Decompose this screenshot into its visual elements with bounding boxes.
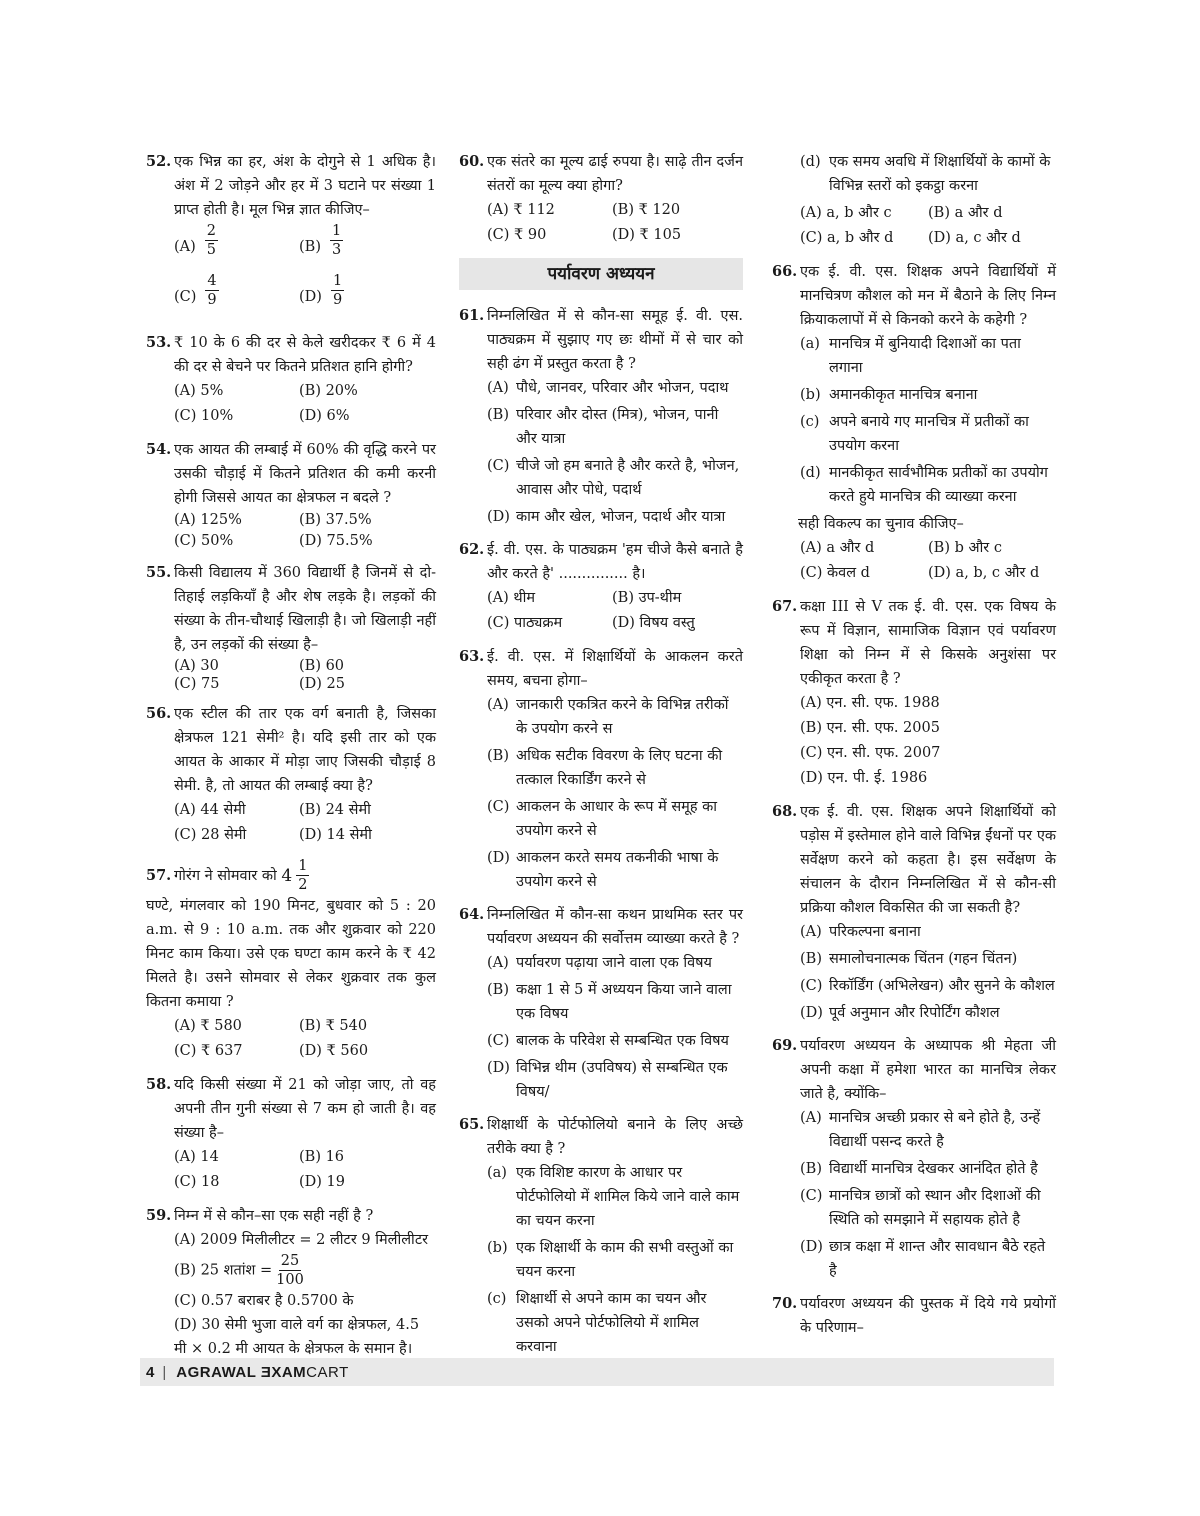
option-b: (B) 37.5% xyxy=(299,512,372,528)
option-label: (c) xyxy=(487,1291,507,1307)
option-d: (D) a, b, c और d xyxy=(928,565,1040,581)
question-text: एक भिन्न का हर, अंश के दोगुने से 1 अधिक है। अंश में 2 जोड़ने और हर में 3 घटाने पर संख्या 1 प्राप्त होती है। मूल भिन्न ज्ञात कीजिए– xyxy=(174,154,436,218)
option-d xyxy=(800,1235,1056,1283)
option-text: रिकॉर्डिंग (अभिलेखन) और सुनने के कौशल xyxy=(829,978,1055,994)
option-text: आकलन करते समय तकनीकी भाषा के उपयोग करने से xyxy=(516,850,719,890)
option-label: (c) xyxy=(800,414,820,430)
option-a: (A) 44 सेमी xyxy=(174,802,246,818)
option-text: पर्यावरण पढ़ाया जाने वाला एक विषय xyxy=(516,955,712,971)
question-text: निम्नलिखित में से कौन-सा समूह ई. वी. एस. पाठ्यक्रम में सुझाए गए छः थीमों में से चार को सही ढंग में प्रस्तुत करता है ? xyxy=(487,308,743,372)
option-text: छात्र कक्षा में शान्त और सावधान बैठे रहते है xyxy=(829,1239,1046,1279)
option-label: (D) xyxy=(487,850,510,866)
option-text: एक विशिष्ट कारण के आधार पर पोर्टफोलियो में शामिल किये जाने वाले काम का चयन करना xyxy=(516,1165,740,1229)
option-d: (D) 30 सेमी भुजा वाले वर्ग का क्षेत्रफल, 4.5 मी × 0.2 मी आयत के क्षेत्रफल के समान है। xyxy=(174,1317,420,1357)
numerator: 1 xyxy=(331,223,342,239)
question-text: घण्टे, मंगलवार को 190 मिनट, बुधवार को 5 : 20 a.m. से 9 : 10 a.m. तक और शुक्रवार को 220 मिनट काम किया। उसे एक घण्टा काम करने के ₹ 42 मिलते है। उसने सोमवार से लेकर शुक्रवार तक कुल कितना कमाया ? xyxy=(146,898,436,1010)
options xyxy=(146,657,436,693)
column-3 xyxy=(772,150,1056,1349)
option-label: (D) xyxy=(487,1060,510,1076)
option-b xyxy=(487,978,743,1026)
option-text: पूर्व अनुमान और रिपोर्टिंग कौशल xyxy=(829,1005,1000,1021)
option-text: एक शिक्षार्थी के काम की सभी वस्तुओं का चयन करना xyxy=(516,1240,734,1280)
options xyxy=(146,510,436,552)
question-number: 65. xyxy=(459,1116,485,1133)
numerator: 2 xyxy=(206,223,217,239)
option-c xyxy=(174,272,299,322)
option-text: अमानकीकृत मानचित्र बनाना xyxy=(829,387,978,403)
page-number: 4 xyxy=(146,1363,155,1381)
option-b: (B) b और c xyxy=(928,540,1002,556)
option-d xyxy=(487,1056,743,1104)
question-text: किसी विद्यालय में 360 विद्यार्थी है जिनमें से दो-तिहाई लड़कियाँ है और शेष लड़के है। लड़कों की संख्या के तीन-चौथाई खिलाड़ी है। जो खिलाड़ी नहीं है, उन लड़कों की संख्या है– xyxy=(174,565,436,653)
option-text: मानचित्र अच्छी प्रकार से बने होते है, उन्हें विद्यार्थी पसन्द करते है xyxy=(829,1110,1041,1150)
options xyxy=(146,1145,436,1195)
option-a: (A) 5% xyxy=(174,383,224,399)
option-b xyxy=(487,744,743,792)
option-text: शिक्षार्थी से अपने काम का चयन और उसको अपने पोर्टफोलियो में शामिल करवाना xyxy=(516,1291,707,1355)
option-d: (D) 14 सेमी xyxy=(299,827,372,843)
denominator: 5 xyxy=(206,242,217,258)
question-text: ₹ 10 के 6 की दर से केले खरीदकर ₹ 6 में 4 की दर से बेचने पर कितने प्रतिशत हानि होगी? xyxy=(174,335,436,375)
option-a: (A) a, b और c xyxy=(800,205,892,221)
fraction xyxy=(276,1252,304,1289)
option-text: विभिन्न थीम (उपविषय) से सम्बन्धित एक विषय/ xyxy=(516,1060,728,1100)
question-text: एक संतरे का मूल्य ढाई रुपया है। साढ़े तीन दर्जन संतरों का मूल्य क्या होगा? xyxy=(487,154,743,194)
question-54 xyxy=(146,438,436,552)
option-b xyxy=(174,1252,436,1289)
question-number: 69. xyxy=(772,1037,798,1054)
numerator: 1 xyxy=(298,858,308,874)
question-number: 53. xyxy=(146,334,172,351)
option-label: (B) xyxy=(800,1161,822,1177)
question-57 xyxy=(146,857,436,1064)
option-a xyxy=(487,693,743,741)
option-label: (B) xyxy=(299,239,321,255)
option-text: समालोचनात्मक चिंतन (गहन चिंतन) xyxy=(829,951,1018,967)
options xyxy=(146,222,436,322)
option-c xyxy=(487,454,743,502)
option-a: (A) थीम xyxy=(487,590,536,606)
question-number: 64. xyxy=(459,906,485,923)
option-text: मानकीकृत सार्वभौमिक प्रतीकों का उपयोग करते हुये मानचित्र की व्याख्या करना xyxy=(829,465,1048,505)
question-58 xyxy=(146,1073,436,1195)
question-text: एक ई. वी. एस. शिक्षक अपने शिक्षार्थियों को पड़ोस में इस्तेमाल होने वाले विभिन्न ईंधनों पर एक सर्वेक्षण करने को कहता है। इस सर्वेक्षण के संचालन के दौरान निम्नलिखित में से कौन-सी प्रक्रिया कौशल विकसित की जा सकती है? xyxy=(800,804,1056,916)
question-64 xyxy=(459,903,743,1104)
denominator: 9 xyxy=(207,292,217,308)
option-label: (D) xyxy=(299,289,322,305)
option-label: (B) xyxy=(487,748,509,764)
option-b: (B) a और d xyxy=(928,205,1003,221)
option-label: (C) xyxy=(174,289,197,305)
options xyxy=(772,1106,1056,1283)
option-c xyxy=(487,795,743,843)
statement-b xyxy=(487,1236,743,1284)
question-text: शिक्षार्थी के पोर्टफोलियो बनाने के लिए अच्छे तरीके क्या है ? xyxy=(487,1117,743,1157)
instruction: सही विकल्प का चुनाव कीजिए– xyxy=(798,516,964,532)
denominator: 100 xyxy=(276,1272,304,1288)
options xyxy=(146,798,436,848)
question-70 xyxy=(772,1292,1056,1340)
option-b: (B) 60 xyxy=(299,658,345,674)
option-a xyxy=(487,951,743,975)
option-a xyxy=(174,222,299,272)
option-label: (A) xyxy=(800,924,822,940)
option-b: (B) ₹ 120 xyxy=(612,202,681,218)
options xyxy=(772,201,1056,251)
option-d: (D) 19 xyxy=(299,1174,345,1190)
footer-divider: | xyxy=(162,1363,167,1381)
question-text: निम्न में से कौन–सा एक सही नहीं है ? xyxy=(174,1208,374,1224)
option-label: (B) xyxy=(487,407,509,423)
option-c xyxy=(800,974,1056,998)
fraction xyxy=(296,857,309,894)
option-a: (A) एन. सी. एफ. 1988 xyxy=(800,695,940,711)
option-b xyxy=(487,403,743,451)
question-number: 55. xyxy=(146,564,172,581)
option-d: (D) 25 xyxy=(299,676,345,692)
option-c xyxy=(487,1029,743,1053)
option-a: (A) a और d xyxy=(800,540,875,556)
brand-logo xyxy=(176,1364,348,1381)
option-text: एक समय अवधि में शिक्षार्थियों के कामों के विभिन्न स्तरों को इकट्ठा करना xyxy=(829,154,1051,194)
statements xyxy=(772,332,1056,536)
question-number: 61. xyxy=(459,307,485,324)
option-d: (D) ₹ 560 xyxy=(299,1043,369,1059)
question-number: 52. xyxy=(146,153,172,170)
question-text: कक्षा III से V तक ई. वी. एस. एक विषय के रूप में विज्ञान, सामाजिक विज्ञान एवं पर्यावरण शिक्षा को निम्न में से किसके अनुशंसा पर एकीकृत करता है ? xyxy=(800,599,1056,687)
option-label: (d) xyxy=(800,154,821,170)
option-a: (A) 2009 मिलीलीटर = 2 लीटर 9 मिलीलीटर xyxy=(174,1232,429,1248)
option-c: (C) ₹ 637 xyxy=(174,1043,243,1059)
question-66 xyxy=(772,260,1056,586)
option-label: (D) xyxy=(800,1005,823,1021)
option-c: (C) केवल d xyxy=(800,565,870,581)
question-67 xyxy=(772,595,1056,791)
options xyxy=(459,376,743,529)
question-53 xyxy=(146,331,436,429)
question-number: 66. xyxy=(772,263,798,280)
option-b xyxy=(800,947,1056,971)
question-text: ई. वी. एस. के पाठ्यक्रम 'हम चीजे कैसे बनाते है और करते है' ............... है। xyxy=(487,542,743,582)
brand-name: AGRAWAL xyxy=(176,1363,261,1381)
option-a: (A) ₹ 112 xyxy=(487,202,555,218)
statement-c xyxy=(800,410,1056,458)
question-63 xyxy=(459,645,743,894)
option-a: (A) 125% xyxy=(174,512,242,528)
numerator: 25 xyxy=(280,1253,300,1269)
question-62 xyxy=(459,538,743,636)
options xyxy=(146,1228,436,1361)
option-label: (A) xyxy=(487,955,509,971)
option-text: विद्यार्थी मानचित्र देखकर आनंदित होते है xyxy=(829,1161,1038,1177)
page-footer xyxy=(140,1358,1054,1386)
statement-a xyxy=(487,1161,743,1233)
question-text: एक स्टील की तार एक वर्ग बनाती है, जिसका क्षेत्रफल 121 सेमी² है। यदि इसी तार को एक आयत के आकार में मोड़ा जाए जिसकी चौड़ाई 8 सेमी. है, तो आयत की लम्बाई क्या है? xyxy=(174,706,436,794)
option-text: परिवार और दोस्त (मित्र), भोजन, पानी और यात्रा xyxy=(516,407,719,447)
option-b xyxy=(800,1157,1056,1181)
option-a xyxy=(800,1106,1056,1154)
option-text: अपने बनाये गए मानचित्र में प्रतीकों का उपयोग करना xyxy=(829,414,1029,454)
option-c: (C) पाठ्यक्रम xyxy=(487,615,563,631)
question-61 xyxy=(459,304,743,529)
question-65 xyxy=(459,1113,743,1359)
fraction xyxy=(205,272,218,322)
option-text: जानकारी एकत्रित करने के विभिन्न तरीकों के उपयोग करने स xyxy=(516,697,729,737)
question-number: 63. xyxy=(459,648,485,665)
question-text: पर्यावरण अध्ययन के अध्यापक श्री मेहता जी अपनी कक्षा में हमेशा भारत का मानचित्र लेकर जाते है, क्योंकि– xyxy=(800,1038,1056,1102)
options xyxy=(772,691,1056,791)
question-number: 67. xyxy=(772,598,798,615)
option-d xyxy=(800,1001,1056,1025)
option-a: (A) 30 xyxy=(174,658,219,674)
option-a xyxy=(487,376,743,400)
option-label: (b) xyxy=(487,1240,508,1256)
option-text: मानचित्र में बुनियादी दिशाओं का पता लगाना xyxy=(829,336,1021,376)
option-b: (B) 16 xyxy=(299,1149,345,1165)
question-text: पर्यावरण अध्ययन की पुस्तक में दिये गये प्रयोगों के परिणाम– xyxy=(800,1296,1056,1336)
option-b: (B) 24 सेमी xyxy=(299,802,371,818)
option-label: (A) xyxy=(800,1110,822,1126)
option-label: (C) xyxy=(487,799,510,815)
question-number: 54. xyxy=(146,441,172,458)
option-text: मानचित्र छात्रों को स्थान और दिशाओं की स्थिति को समझाने में सहायक होते है xyxy=(829,1188,1041,1228)
option-label: (A) xyxy=(487,380,509,396)
option-c xyxy=(800,1184,1056,1232)
option-c: (C) 0.57 बराबर है 0.5700 के xyxy=(174,1293,354,1309)
question-number: 62. xyxy=(459,541,485,558)
brand-e-glyph: Ǝ xyxy=(260,1363,272,1381)
question-text: एक ई. वी. एस. शिक्षक अपने विद्यार्थियों में मानचित्रण कौशल को मन में बैठाने के लिए निम्न क्रियाकलापों में से किनको करने के कहेगी ? xyxy=(800,264,1056,328)
statement-a xyxy=(800,332,1056,380)
option-c: (C) 28 सेमी xyxy=(174,827,247,843)
denominator: 3 xyxy=(331,242,342,258)
option-label: (a) xyxy=(800,336,820,352)
option-d: (D) एन. पी. ई. 1986 xyxy=(800,770,928,786)
denominator: 2 xyxy=(298,877,308,893)
fraction xyxy=(205,222,218,272)
option-label: (C) xyxy=(800,1188,823,1204)
option-text: अधिक सटीक विवरण के लिए घटना की तत्काल रिकार्डिंग करने से xyxy=(516,748,723,788)
column-1 xyxy=(146,150,436,1370)
statement-d xyxy=(800,461,1056,509)
brand-xam: XAM xyxy=(271,1363,307,1381)
option-d: (D) a, c और d xyxy=(928,230,1021,246)
option-label: (b) xyxy=(800,387,821,403)
question-text-lead: गोरंग ने सोमवार को xyxy=(174,867,277,884)
option-c: (C) 75 xyxy=(174,676,220,692)
option-b: (B) एन. सी. एफ. 2005 xyxy=(800,720,940,736)
option-d: (D) ₹ 105 xyxy=(612,227,682,243)
options xyxy=(772,920,1056,1025)
fraction xyxy=(331,272,344,322)
option-d: (D) 75.5% xyxy=(299,533,373,549)
question-65-continued xyxy=(772,150,1056,251)
statement-b xyxy=(800,383,1056,407)
option-label: (D) xyxy=(800,1239,823,1255)
option-c: (C) एन. सी. एफ. 2007 xyxy=(800,745,941,761)
question-number: 68. xyxy=(772,803,798,820)
denominator: 9 xyxy=(332,292,343,308)
option-text: आकलन के आधार के रूप में समूह का उपयोग करने से xyxy=(516,799,718,839)
option-label: (B) xyxy=(487,982,509,998)
option-text: परिकल्पना बनाना xyxy=(829,924,921,940)
option-d xyxy=(487,505,743,529)
question-68 xyxy=(772,800,1056,1025)
option-d xyxy=(299,272,436,322)
options xyxy=(459,951,743,1104)
option-label: (C) xyxy=(487,1033,510,1049)
option-text: कक्षा 1 से 5 में अध्ययन किया जाने वाला एक विषय xyxy=(516,982,732,1022)
mixed-whole: 4 xyxy=(281,865,293,886)
question-text: निम्नलिखित में कौन-सा कथन प्राथमिक स्तर पर पर्यावरण अध्ययन की सर्वोत्तम व्याख्या करते है ? xyxy=(487,907,743,947)
section-heading: पर्यावरण अध्ययन xyxy=(459,258,743,290)
question-number: 58. xyxy=(146,1076,172,1093)
option-text: (B) 25 शतांश = xyxy=(174,1262,273,1279)
statements xyxy=(459,1161,743,1359)
question-56 xyxy=(146,702,436,848)
question-60 xyxy=(459,150,743,248)
question-55 xyxy=(146,561,436,693)
statement-c xyxy=(487,1287,743,1359)
brand-cart: CART xyxy=(306,1363,349,1381)
option-c: (C) ₹ 90 xyxy=(487,227,547,243)
question-text: ई. वी. एस. में शिक्षार्थियों के आकलन करते समय, बचना होगा– xyxy=(487,649,743,689)
column-2 xyxy=(459,150,743,1368)
option-d: (D) 6% xyxy=(299,408,350,424)
option-c: (C) a, b और d xyxy=(800,230,894,246)
numerator: 4 xyxy=(207,273,217,289)
fraction xyxy=(330,222,343,272)
option-label: (B) xyxy=(800,951,822,967)
question-number: 57. xyxy=(146,866,172,884)
question-number: 59. xyxy=(146,1207,172,1224)
option-a: (A) ₹ 580 xyxy=(174,1018,242,1034)
option-b: (B) उप-थीम xyxy=(612,590,682,606)
question-59 xyxy=(146,1204,436,1361)
option-c: (C) 50% xyxy=(174,533,234,549)
option-b xyxy=(299,222,436,272)
option-text: चीजे जो हम बनाते है और करते है, भोजन, आवास और पोधे, पदार्थ xyxy=(516,458,740,498)
option-a: (A) 14 xyxy=(174,1149,219,1165)
question-52 xyxy=(146,150,436,322)
option-c: (C) 18 xyxy=(174,1174,220,1190)
options xyxy=(459,693,743,894)
option-text: बालक के परिवेश से सम्बन्धित एक विषय xyxy=(516,1033,729,1049)
question-69 xyxy=(772,1034,1056,1283)
question-number: 70. xyxy=(772,1295,798,1312)
option-b: (B) 20% xyxy=(299,383,358,399)
option-a xyxy=(800,920,1056,944)
option-label: (d) xyxy=(800,465,821,481)
option-label: (a) xyxy=(487,1165,507,1181)
option-label: (A) xyxy=(487,697,509,713)
option-b: (B) ₹ 540 xyxy=(299,1018,368,1034)
statements xyxy=(772,150,1056,198)
option-d xyxy=(487,846,743,894)
option-text: काम और खेल, भोजन, पदार्थ और यात्रा xyxy=(516,509,726,525)
question-text: एक आयत की लम्बाई में 60% की वृद्धि करने पर उसकी चौड़ाई में कितने प्रतिशत की कमी करनी होगी जिससे आयत का क्षेत्रफल न बदले ? xyxy=(174,442,436,506)
numerator: 1 xyxy=(332,273,343,289)
option-label: (C) xyxy=(487,458,510,474)
options xyxy=(146,379,436,429)
option-c: (C) 10% xyxy=(174,408,234,424)
option-label: (C) xyxy=(800,978,823,994)
question-number: 56. xyxy=(146,705,172,722)
options xyxy=(459,198,743,248)
option-label: (D) xyxy=(487,509,510,525)
options xyxy=(772,536,1056,586)
option-d: (D) विषय वस्तु xyxy=(612,615,695,631)
statement-d xyxy=(800,150,1056,198)
options xyxy=(459,586,743,636)
option-text: पौधे, जानवर, परिवार और भोजन, पदाथ xyxy=(516,380,729,396)
question-text: यदि किसी संख्या में 21 को जोड़ा जाए, तो वह अपनी तीन गुनी संख्या से 7 कम हो जाती है। वह संख्या है– xyxy=(174,1077,436,1141)
question-number: 60. xyxy=(459,153,485,170)
option-label: (A) xyxy=(174,239,196,255)
options xyxy=(146,1014,436,1064)
